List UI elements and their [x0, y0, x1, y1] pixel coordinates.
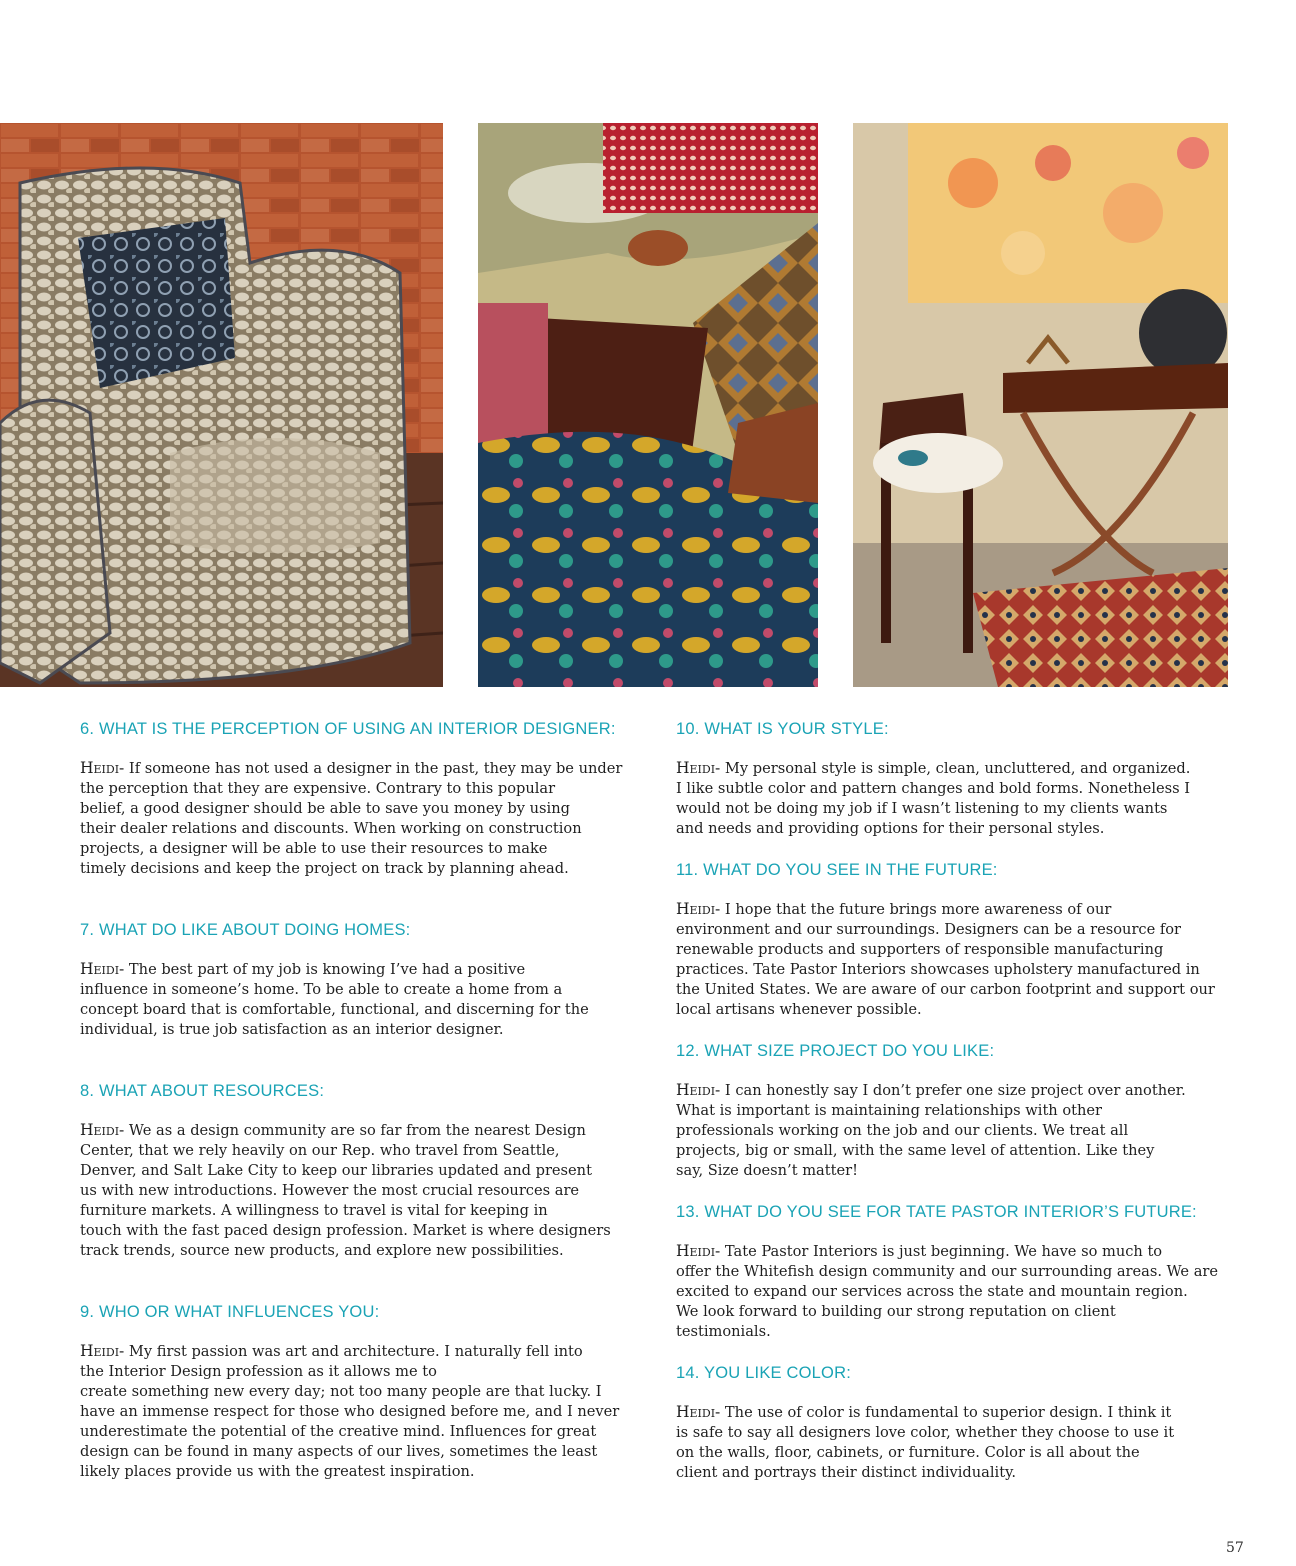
question-heading: 14. YOU LIKE COLOR:: [676, 1364, 851, 1382]
speaker-label: Heidi-: [676, 1081, 721, 1099]
qa-section: [676, 718, 1228, 839]
qa-section: [676, 859, 1228, 1020]
question-heading: 9. WHO OR WHAT INFLUENCES YOU:: [80, 1303, 380, 1321]
right-column: [676, 718, 1228, 1483]
answer-text: Heidi- Tate Pastor Interiors is just beginning. We have so much to offer the Whitefish design community and our surrounding areas. We are excited to expand our services across the state and mountain region. We look forward to building our strong reputation on client testimonials.: [676, 1242, 1219, 1340]
speaker-label: Heidi-: [676, 900, 721, 918]
page-number: 57: [1226, 1540, 1244, 1556]
question-heading: 6. WHAT IS THE PERCEPTION OF USING AN INTERIOR DESIGNER:: [80, 720, 616, 738]
question-heading: 13. WHAT DO YOU SEE FOR TATE PASTOR INTERIOR’S FUTURE:: [676, 1203, 1197, 1221]
answer-text: Heidi- I can honestly say I don’t prefer one size project over another. What is important is maintaining relationships with other professionals working on the job and our clients. We treat all projects, big or small, with the same level of attention. Like they say, Size doesn’t matter!: [676, 1081, 1186, 1179]
speaker-label: Heidi-: [80, 1342, 125, 1360]
question-heading: 12. WHAT SIZE PROJECT DO YOU LIKE:: [676, 1042, 995, 1060]
question-heading: 7. WHAT DO LIKE ABOUT DOING HOMES:: [80, 921, 411, 939]
question-heading: 10. WHAT IS YOUR STYLE:: [676, 720, 889, 738]
qa-section: [80, 1301, 636, 1482]
left-column: [80, 718, 636, 1482]
answer-text: Heidi- I hope that the future brings more awareness of our environment and our surroundings. Designers can be a resource for renewable products and supporters of responsible manufacturing practices. Tate Pastor Interiors showcases upholstery manufactured in the United States. We are aware of our carbon footprint and support our local artisans whenever possible.: [676, 900, 1215, 1018]
speaker-label: Heidi-: [80, 759, 125, 777]
question-heading: 8. WHAT ABOUT RESOURCES:: [80, 1082, 325, 1100]
answer-text: Heidi- The use of color is fundamental to superior design. I think it is safe to say all designers love color, whether they choose to use it on the walls, floor, cabinets, or furniture. Color is all about the client and portrays their distinct individuality.: [676, 1403, 1175, 1481]
speaker-label: Heidi-: [676, 1403, 721, 1421]
speaker-label: Heidi-: [676, 1242, 721, 1260]
room-vignette-photo: [853, 123, 1228, 687]
speaker-label: Heidi-: [80, 960, 125, 978]
answer-text: Heidi- The best part of my job is knowing I’ve had a positive influence in someone’s home. To be able to create a home from a concept board that is comfortable, functional, and discerning for the individual, is true job satisfaction as an interior designer.: [80, 960, 589, 1038]
answer-text: Heidi- If someone has not used a designer in the past, they may be under the perception that they are expensive. Contrary to this popular belief, a good designer should be able to save you money by using their dealer relations and discounts. When working on construction projects, a designer will be able to use their resources to make timely decisions and keep the project on track by planning ahead.: [80, 759, 623, 877]
answer-text: Heidi- My personal style is simple, clean, uncluttered, and organized. I like subtle color and pattern changes and bold forms. Nonetheless I would not be doing my job if I wasn’t listening to my clients wants and needs and providing options for their personal styles.: [676, 759, 1191, 837]
armchair-photo: [0, 123, 443, 687]
question-heading: 11. WHAT DO YOU SEE IN THE FUTURE:: [676, 861, 998, 879]
fabric-swatches-photo: [478, 123, 818, 687]
speaker-label: Heidi-: [80, 1121, 125, 1139]
qa-section: [80, 1080, 636, 1261]
qa-section: [80, 919, 636, 1040]
qa-section: [676, 1201, 1228, 1342]
qa-section: [676, 1040, 1228, 1181]
qa-section: [676, 1362, 1228, 1483]
qa-section: [80, 718, 636, 879]
answer-text: Heidi- We as a design community are so far from the nearest Design Center, that we rely heavily on our Rep. who travel from Seattle, Denver, and Salt Lake City to keep our libraries updated and present us with new introductions. However the most crucial resources are furniture markets. A willingness to travel is vital for keeping in touch with the fast paced design profession. Market is where designers track trends, source new products, and explore new possibilities.: [80, 1121, 611, 1259]
answer-text: Heidi- My first passion was art and architecture. I naturally fell into the Interior Design profession as it allows me to create something new every day; not too many people are that lucky. I have an immense respect for those who designed before me, and I never underestimate the potential of the creative mind. Influences for great design can be found in many aspects of our lives, sometimes the least likely places provide us with the greatest inspiration.: [80, 1342, 620, 1480]
speaker-label: Heidi-: [676, 759, 721, 777]
